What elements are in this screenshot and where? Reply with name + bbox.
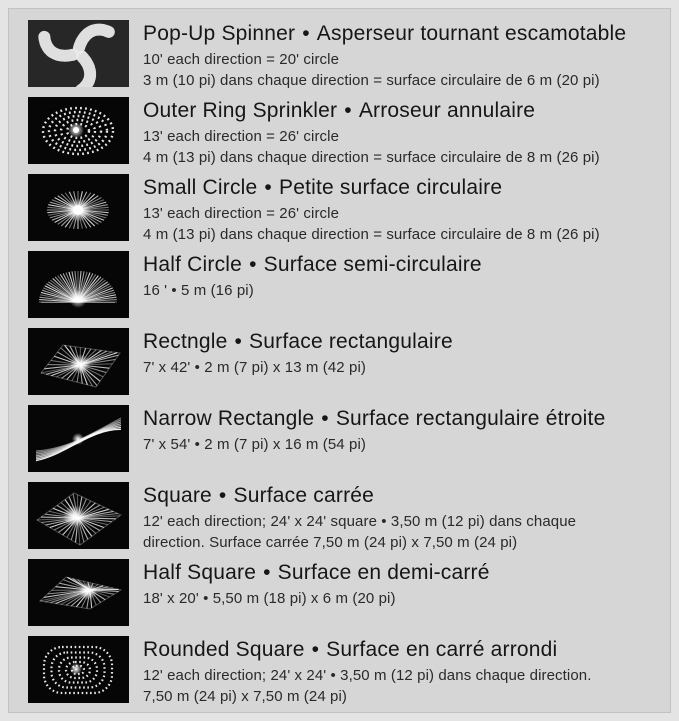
pattern-info bbox=[143, 559, 490, 609]
pattern-title bbox=[143, 406, 605, 431]
pattern-row-half-circle bbox=[28, 251, 670, 318]
pattern-row-square bbox=[28, 482, 670, 549]
title-french: Surface semi-circulaire bbox=[263, 253, 482, 276]
bullet-separator: • bbox=[321, 407, 329, 430]
spray-pattern-thumbnail bbox=[28, 20, 129, 87]
title-french: Surface rectangulaire étroite bbox=[335, 407, 606, 430]
pattern-info bbox=[143, 251, 482, 301]
title-french: Arroseur annulaire bbox=[358, 99, 536, 122]
bullet-separator: • bbox=[234, 330, 243, 353]
pattern-detail-line: 18' x 20' • 5,50 m (18 pi) x 6 m (20 pi) bbox=[143, 590, 396, 607]
title-french: Surface en demi-carré bbox=[277, 561, 490, 584]
title-english: Small Circle bbox=[143, 176, 258, 199]
rounded-square-pattern-icon bbox=[28, 636, 129, 703]
bullet-separator: • bbox=[218, 484, 227, 507]
title-english: Outer Ring Sprinkler bbox=[143, 99, 338, 122]
pattern-info bbox=[143, 174, 600, 245]
pattern-title bbox=[143, 98, 600, 123]
page-content bbox=[8, 8, 671, 713]
spray-pattern-thumbnail bbox=[28, 559, 129, 626]
title-english: Half Square bbox=[143, 561, 257, 584]
outer-ring-sprinkler-pattern-icon bbox=[28, 97, 129, 164]
title-french: Asperseur tournant escamotable bbox=[316, 22, 627, 45]
rectangle-pattern-icon bbox=[28, 328, 129, 395]
pattern-info bbox=[143, 405, 605, 455]
narrow-rectangle-pattern-icon bbox=[28, 405, 129, 472]
pattern-info bbox=[143, 20, 626, 91]
half-square-pattern-icon bbox=[28, 559, 129, 626]
title-french: Surface en carré arrondi bbox=[326, 638, 558, 661]
pattern-info bbox=[143, 97, 600, 168]
title-english: Square bbox=[143, 484, 212, 507]
pattern-title bbox=[143, 560, 490, 585]
pattern-detail-line: 13' each direction = 26' circle bbox=[143, 205, 340, 222]
bullet-separator: • bbox=[263, 561, 271, 584]
square-pattern-icon bbox=[28, 482, 129, 549]
spray-pattern-thumbnail bbox=[28, 251, 129, 318]
bullet-separator: • bbox=[311, 638, 320, 661]
spray-pattern-thumbnail bbox=[28, 482, 129, 549]
spray-pattern-thumbnail bbox=[28, 174, 129, 241]
pattern-info bbox=[143, 482, 576, 553]
pattern-row-rectangle bbox=[28, 328, 670, 395]
pattern-detail-line: 12' each direction; 24' x 24' square • 3,50 m (12 pi) dans chaque bbox=[143, 513, 577, 530]
pattern-title bbox=[143, 175, 600, 200]
pattern-title bbox=[143, 329, 453, 354]
title-french: Surface carrée bbox=[233, 484, 375, 507]
pattern-row-narrow-rectangle bbox=[28, 405, 670, 472]
pattern-detail-line: 12' each direction; 24' x 24' • 3,50 m (12 pi) dans chaque direction. bbox=[143, 667, 592, 684]
bullet-separator: • bbox=[264, 176, 272, 199]
pattern-title bbox=[143, 21, 626, 46]
title-french: Surface rectangulaire bbox=[249, 330, 453, 353]
pattern-detail-line: 3 m (10 pi) dans chaque direction = surface circulaire de 6 m (20 pi) bbox=[143, 72, 600, 89]
spray-pattern-thumbnail bbox=[28, 97, 129, 164]
bullet-separator: • bbox=[344, 99, 352, 122]
pattern-info bbox=[143, 636, 592, 707]
pattern-title bbox=[143, 637, 592, 662]
pattern-row-rounded-square bbox=[28, 636, 670, 703]
title-english: Narrow Rectangle bbox=[143, 407, 315, 430]
pattern-title bbox=[143, 483, 576, 508]
title-english: Rounded Square bbox=[143, 638, 305, 661]
pattern-row-pop-up-spinner bbox=[28, 20, 670, 87]
title-french: Petite surface circulaire bbox=[278, 176, 503, 199]
pattern-title bbox=[143, 252, 482, 277]
pattern-detail-line: 7' x 42' • 2 m (7 pi) x 13 m (42 pi) bbox=[143, 359, 366, 376]
pattern-detail-line: direction. Surface carrée 7,50 m (24 pi) x 7,50 m (24 pi) bbox=[143, 534, 518, 551]
pattern-detail-line: 16 ' • 5 m (16 pi) bbox=[143, 282, 254, 299]
pattern-info bbox=[143, 328, 453, 378]
pattern-detail-line: 10' each direction = 20' circle bbox=[143, 51, 340, 68]
bullet-separator: • bbox=[249, 253, 257, 276]
pattern-detail-line: 4 m (13 pi) dans chaque direction = surface circulaire de 8 m (26 pi) bbox=[143, 226, 600, 243]
pattern-row-half-square bbox=[28, 559, 670, 626]
spray-pattern-thumbnail bbox=[28, 636, 129, 703]
spray-pattern-thumbnail bbox=[28, 405, 129, 472]
spray-pattern-thumbnail bbox=[28, 328, 129, 395]
title-english: Half Circle bbox=[143, 253, 243, 276]
pattern-row-outer-ring-sprinkler bbox=[28, 97, 670, 164]
title-english: Rectngle bbox=[143, 330, 228, 353]
pattern-detail-line: 7' x 54' • 2 m (7 pi) x 16 m (54 pi) bbox=[143, 436, 366, 453]
pop-up-spinner-pattern-icon bbox=[28, 20, 129, 87]
pattern-detail-line: 7,50 m (24 pi) x 7,50 m (24 pi) bbox=[143, 688, 348, 705]
pattern-row-small-circle bbox=[28, 174, 670, 241]
small-circle-pattern-icon bbox=[28, 174, 129, 241]
pattern-detail-line: 13' each direction = 26' circle bbox=[143, 128, 340, 145]
pattern-detail-line: 4 m (13 pi) dans chaque direction = surface circulaire de 8 m (26 pi) bbox=[143, 149, 600, 166]
half-circle-pattern-icon bbox=[28, 251, 129, 318]
bullet-separator: • bbox=[302, 22, 310, 45]
title-english: Pop-Up Spinner bbox=[143, 22, 296, 45]
